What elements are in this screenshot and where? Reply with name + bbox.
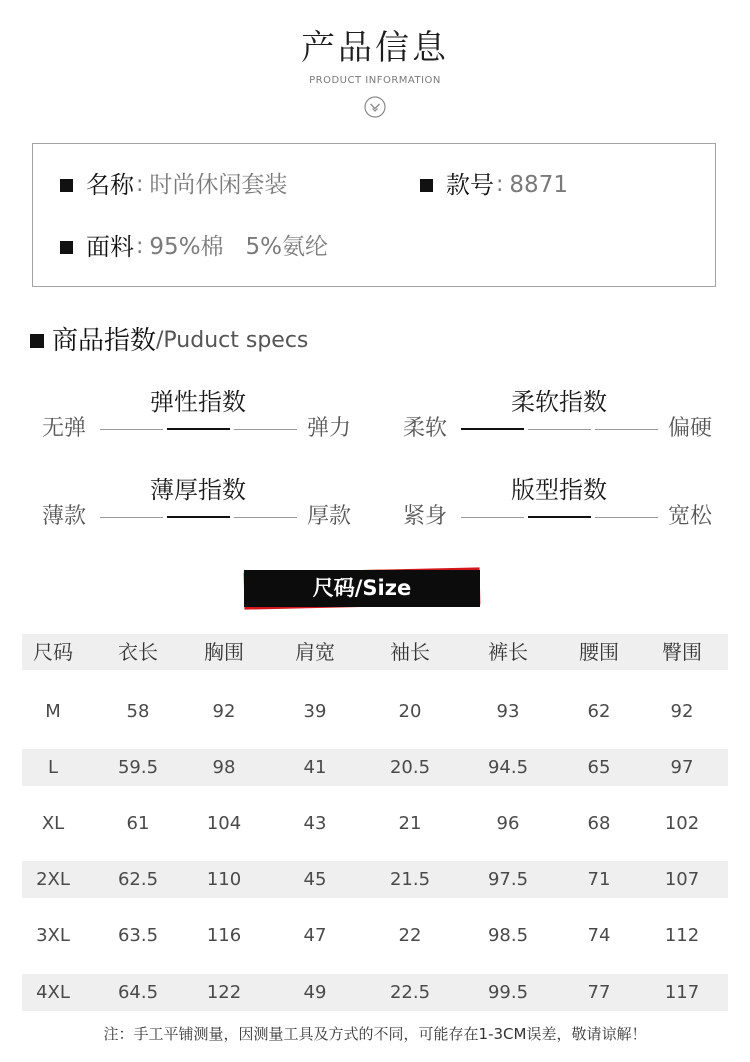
size-label-cell: 2XL xyxy=(36,869,70,891)
table-cell: 49 xyxy=(303,981,327,1003)
product-info-box xyxy=(32,143,716,287)
table-cell: 96 xyxy=(496,812,520,834)
table-cell: 62 xyxy=(587,700,611,722)
scale-segment xyxy=(167,516,230,518)
info-item-fabric xyxy=(60,230,328,264)
table-cell: 58 xyxy=(126,700,150,722)
spec-index-title: 柔软指数 xyxy=(511,388,607,416)
table-cell: 122 xyxy=(206,981,242,1003)
info-separator: : xyxy=(136,172,144,197)
table-cell: 39 xyxy=(303,700,327,722)
table-cell: 98 xyxy=(212,756,236,778)
spec-scale xyxy=(461,428,658,430)
scale-segment xyxy=(167,428,230,430)
square-bullet-icon xyxy=(420,179,433,192)
table-cell: 98.5 xyxy=(487,925,529,947)
table-header-row xyxy=(22,634,728,670)
info-item-style-number xyxy=(420,168,568,202)
table-row xyxy=(22,693,728,730)
scale-segment xyxy=(528,516,591,518)
table-cell: 112 xyxy=(664,925,700,947)
size-section-banner xyxy=(244,570,480,607)
spec-scale xyxy=(461,516,658,518)
spec-index-thickness xyxy=(42,473,357,543)
size-section-title: 尺码/Size xyxy=(312,576,412,600)
table-cell: 107 xyxy=(664,869,700,891)
table-cell: 61 xyxy=(126,812,150,834)
table-cell: 93 xyxy=(496,700,520,722)
size-label-cell: L xyxy=(47,756,59,778)
spec-index-max-label: 偏硬 xyxy=(668,416,713,441)
table-row xyxy=(22,805,728,842)
table-cell: 92 xyxy=(212,700,236,722)
spec-index-title: 薄厚指数 xyxy=(150,476,246,504)
table-cell: 99.5 xyxy=(487,981,529,1003)
table-cell: 104 xyxy=(206,812,242,834)
column-header: 袖长 xyxy=(390,640,430,664)
info-value: 95%棉 5%氨纶 xyxy=(149,234,328,260)
table-cell: 97 xyxy=(670,756,694,778)
table-cell: 59.5 xyxy=(117,756,159,778)
table-cell: 21.5 xyxy=(389,869,431,891)
specs-title: 商品指数 xyxy=(52,326,157,356)
column-header: 臀围 xyxy=(662,640,702,664)
table-cell: 92 xyxy=(670,700,694,722)
column-header: 腰围 xyxy=(579,640,619,664)
spec-index-elasticity xyxy=(42,385,357,455)
spec-scale xyxy=(100,516,297,518)
table-cell: 77 xyxy=(587,981,611,1003)
scale-segment xyxy=(461,517,524,518)
square-bullet-icon xyxy=(60,241,73,254)
table-cell: 41 xyxy=(303,756,327,778)
square-bullet-icon xyxy=(30,334,44,348)
square-bullet-icon xyxy=(60,179,73,192)
table-cell: 64.5 xyxy=(117,981,159,1003)
scale-segment xyxy=(528,429,591,430)
size-label-cell: XL xyxy=(41,812,65,834)
info-value: 时尚休闲套装 xyxy=(149,172,288,198)
table-cell: 20.5 xyxy=(389,756,431,778)
table-cell: 47 xyxy=(303,925,327,947)
spec-index-title: 版型指数 xyxy=(511,476,607,504)
info-label: 款号 xyxy=(446,171,494,199)
info-item-name xyxy=(60,168,287,202)
size-table xyxy=(22,634,728,1014)
table-row xyxy=(22,749,728,786)
size-label-cell: 4XL xyxy=(36,981,70,1003)
spec-index-min-label: 紧身 xyxy=(403,504,448,529)
table-cell: 116 xyxy=(206,925,242,947)
spec-index-max-label: 弹力 xyxy=(307,416,352,441)
info-label: 面料 xyxy=(86,233,134,261)
info-separator: : xyxy=(136,234,144,259)
spec-index-max-label: 宽松 xyxy=(668,504,713,529)
spec-index-min-label: 薄款 xyxy=(42,504,87,529)
table-cell: 102 xyxy=(664,812,700,834)
info-value: 8871 xyxy=(509,172,568,198)
table-cell: 43 xyxy=(303,812,327,834)
table-cell: 63.5 xyxy=(117,925,159,947)
scale-segment xyxy=(234,429,297,430)
size-label-cell: M xyxy=(45,700,61,722)
scale-segment xyxy=(234,517,297,518)
table-cell: 65 xyxy=(587,756,611,778)
column-header: 肩宽 xyxy=(295,640,335,664)
spec-index-min-label: 无弹 xyxy=(42,416,87,441)
page-subtitle: PRODUCT INFORMATION xyxy=(309,75,441,86)
table-cell: 22.5 xyxy=(389,981,431,1003)
table-cell: 22 xyxy=(398,925,422,947)
spec-index-min-label: 柔软 xyxy=(403,416,448,441)
info-label: 名称 xyxy=(86,171,134,199)
table-cell: 74 xyxy=(587,925,611,947)
table-row xyxy=(22,861,728,898)
column-header: 裤长 xyxy=(488,640,528,664)
table-row xyxy=(22,974,728,1011)
table-cell: 20 xyxy=(398,700,422,722)
column-header: 胸围 xyxy=(204,640,244,664)
spec-index-softness xyxy=(403,385,718,455)
table-cell: 71 xyxy=(587,869,611,891)
info-separator: : xyxy=(496,172,504,197)
spec-index-max-label: 厚款 xyxy=(307,504,352,529)
spec-index-fit xyxy=(403,473,718,543)
table-cell: 97.5 xyxy=(487,869,529,891)
table-cell: 62.5 xyxy=(117,869,159,891)
chevron-down-circle-icon xyxy=(364,96,386,118)
table-cell: 117 xyxy=(664,981,700,1003)
specs-section-title xyxy=(30,324,308,358)
scale-segment xyxy=(461,428,524,430)
table-cell: 45 xyxy=(303,869,327,891)
scale-segment xyxy=(595,517,658,518)
column-header: 衣长 xyxy=(118,640,158,664)
scale-segment xyxy=(100,429,163,430)
table-cell: 94.5 xyxy=(487,756,529,778)
size-label-cell: 3XL xyxy=(36,925,70,947)
table-row xyxy=(22,917,728,954)
spec-scale xyxy=(100,428,297,430)
specs-title-en: /Puduct specs xyxy=(156,328,309,353)
column-header: 尺码 xyxy=(33,640,73,664)
measurement-note: 注：手工平铺测量，因测量工具及方式的不同，可能存在1-3CM误差，敬请谅解！ xyxy=(103,1025,647,1043)
table-cell: 110 xyxy=(206,869,242,891)
scale-segment xyxy=(100,517,163,518)
page-title: 产品信息 xyxy=(301,28,449,68)
scale-segment xyxy=(595,429,658,430)
table-cell: 21 xyxy=(398,812,422,834)
spec-index-title: 弹性指数 xyxy=(150,388,246,416)
table-cell: 68 xyxy=(587,812,611,834)
